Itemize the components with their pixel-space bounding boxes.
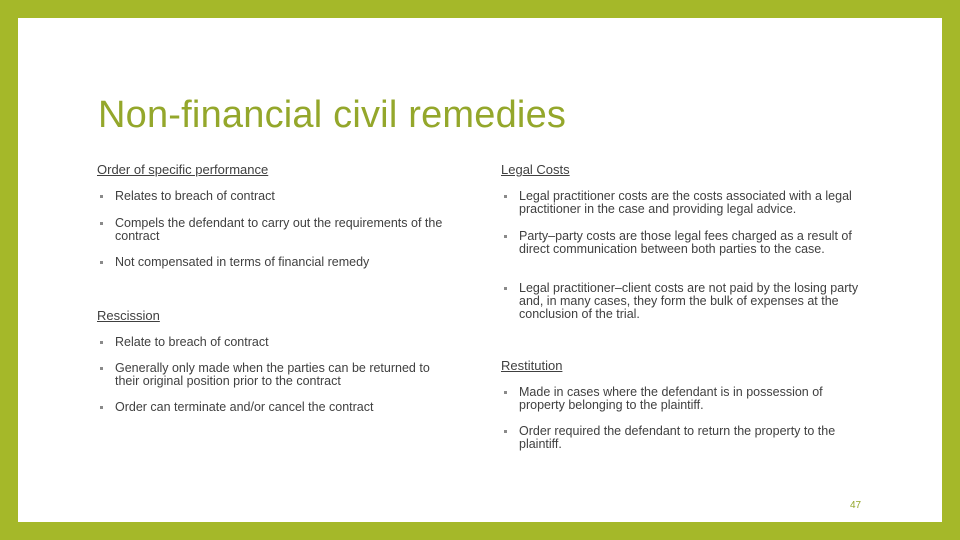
bullet-text: Legal practitioner–client costs are not paid by the losing party and, in many cases, they form the bulk of expenses at the conclusion of the trial.: [519, 281, 859, 321]
list-item: [97, 362, 449, 388]
list-item: [97, 336, 467, 349]
bullet-icon: [504, 235, 507, 238]
slide: [18, 18, 942, 522]
page-number: 47: [850, 500, 862, 511]
list-item: [97, 256, 467, 269]
bullet-icon: [504, 195, 507, 198]
bullet-icon: [100, 195, 103, 198]
bullet-icon: [504, 430, 507, 433]
section-heading-restitution: Restitution: [501, 358, 563, 373]
bullet-icon: [100, 222, 103, 225]
bullet-icon: [100, 341, 103, 344]
bullet-icon: [504, 391, 507, 394]
list-item: [97, 190, 467, 203]
list-item: [501, 386, 863, 412]
section-heading-specific-performance: Order of specific performance: [97, 162, 269, 177]
list-item: [97, 401, 467, 414]
bullet-text: Order required the defendant to return the property to the plaintiff.: [519, 424, 836, 451]
list-item: [501, 282, 863, 321]
bullet-text: Generally only made when the parties can be returned to their original position prior to the contract: [115, 361, 430, 388]
bullet-text: Order can terminate and/or cancel the contract: [115, 400, 374, 414]
bullet-text: Not compensated in terms of financial remedy: [115, 255, 370, 269]
bullet-text: Made in cases where the defendant is in possession of property belonging to the plaintiff.: [519, 385, 823, 412]
bullet-text: Relate to breach of contract: [115, 335, 269, 349]
list-item: [501, 190, 863, 216]
bullet-icon: [100, 406, 103, 409]
list-item: [501, 230, 863, 256]
section-heading-legal-costs: Legal Costs: [501, 162, 570, 177]
bullet-text: Party–party costs are those legal fees charged as a result of direct communication between both parties to the case.: [519, 229, 852, 256]
bullet-text: Legal practitioner costs are the costs associated with a legal practitioner in the case and providing legal advice.: [519, 189, 852, 216]
bullet-text: Compels the defendant to carry out the requirements of the contract: [115, 216, 443, 243]
section-heading-rescission: Rescission: [97, 308, 160, 323]
bullet-icon: [100, 261, 103, 264]
bullet-icon: [100, 367, 103, 370]
bullet-icon: [504, 287, 507, 290]
list-item: [501, 425, 863, 451]
slide-title: Non-financial civil remedies: [98, 94, 567, 136]
list-item: [97, 217, 467, 243]
bullet-text: Relates to breach of contract: [115, 189, 275, 203]
